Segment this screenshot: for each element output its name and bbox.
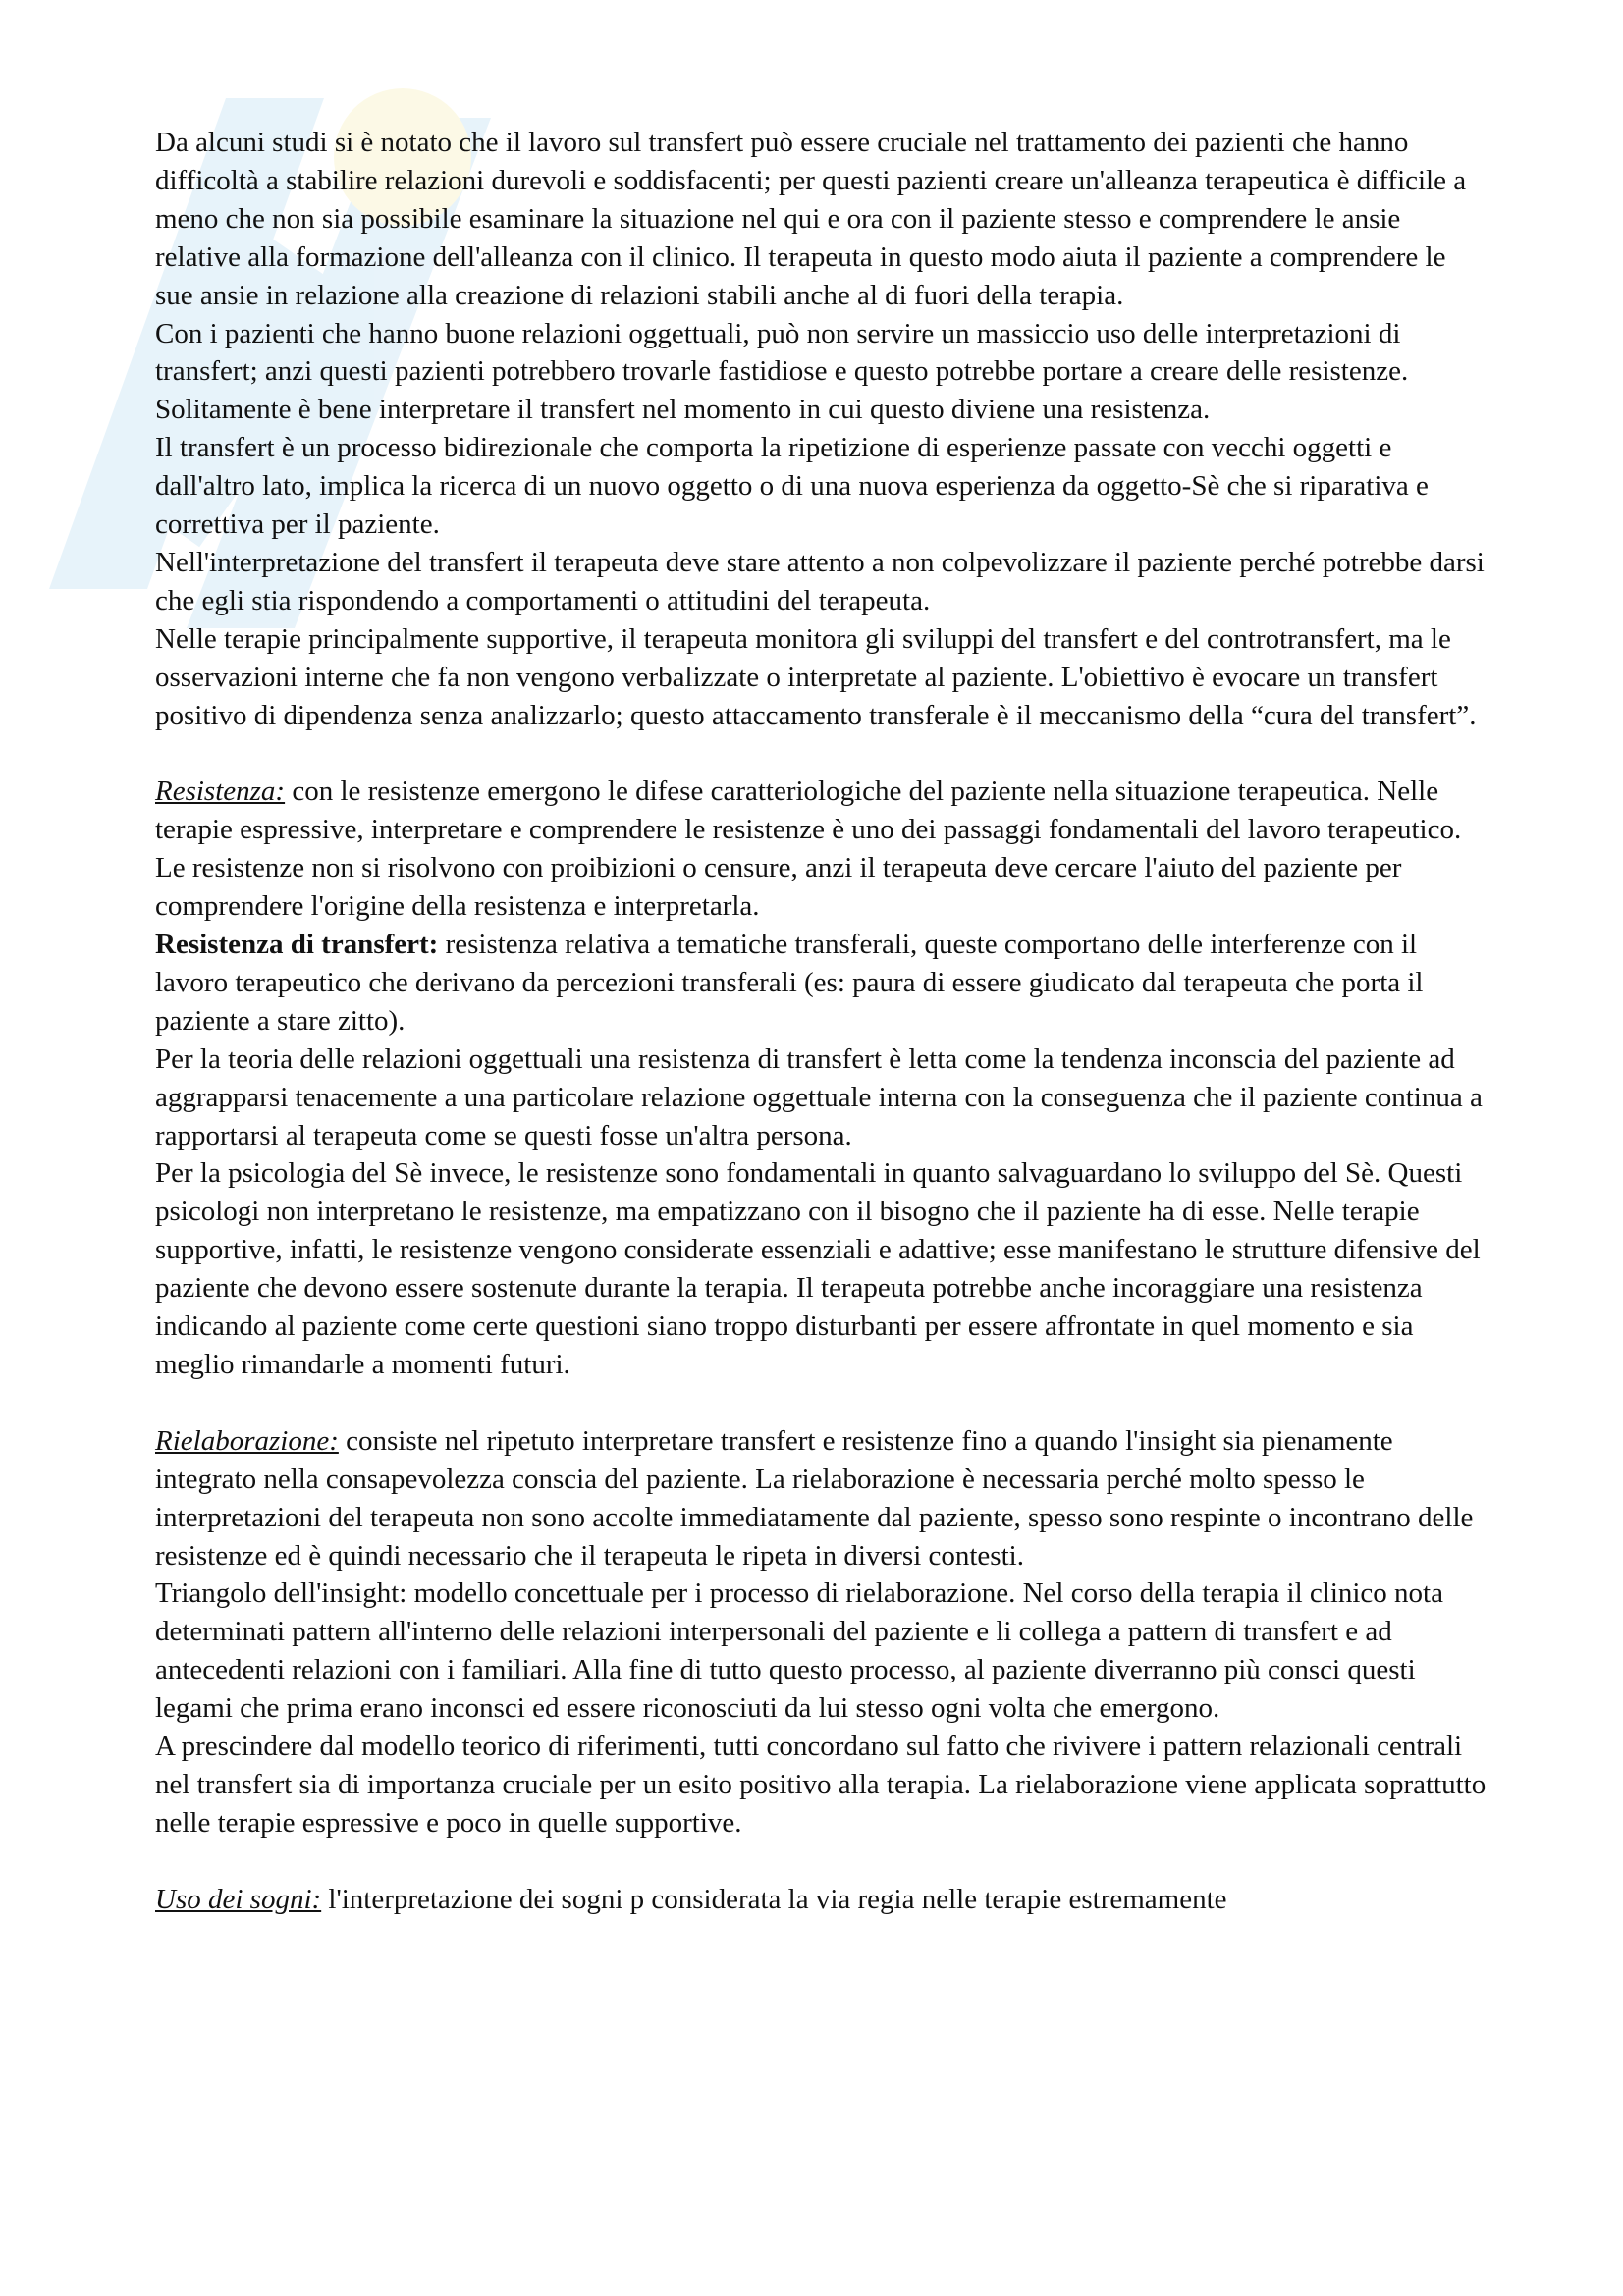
paragraph-11 — [155, 1575, 1490, 1728]
paragraph-uso-sogni — [155, 1881, 1490, 1919]
paragraph-3 — [155, 429, 1490, 544]
section-term-rielaborazione: Rielaborazione: — [155, 1424, 339, 1457]
paragraph-text: Il transfert è un processo bidirezionale che comporta la ripetizione di esperienze passate con vecchi oggetti e dall'altro lato, implica la ricerca di un nuovo oggetto o di una nuova esperienza da oggetto-Sè che si riparativa e correttiva per il paziente. — [155, 432, 1429, 541]
paragraph-text: Per la teoria delle relazioni oggettuali una resistenza di transfert è letta come la tendenza inconscia del paziente ad aggrapparsi tenacemente a una particolare relazione oggettuale interna con la conseguenza che il paziente continua a rapportarsi al terapeuta come se questi fosse un'altra persona. — [155, 1042, 1483, 1151]
paragraph-text: Da alcuni studi si è notato che il lavoro sul transfert può essere cruciale nel trattamento dei pazienti che hanno difficoltà a stabilire relazioni durevoli e soddisfacenti; per questi pazienti creare un'alleanza terapeutica è difficile a meno che non sia possibile esaminare la situazione nel qui e ora con il paziente stesso e comprendere le ansie relative alla formazione dell'alleanza con il clinico. Il terapeuta in questo modo aiuta il paziente a comprendere le sue ansie in relazione alla creazione di relazioni stabili anche al di fuori della terapia. — [155, 127, 1467, 311]
section-term-resistenza: Resistenza: — [155, 775, 286, 808]
paragraph-12 — [155, 1728, 1490, 1842]
paragraph-2 — [155, 315, 1490, 430]
paragraph-text: Per la psicologia del Sè invece, le resistenze sono fondamentali in quanto salvaguardano lo sviluppo del Sè. Questi psicologi non interpretano le resistenze, ma empatizzano con il bisogno che il paziente ha di esse. Nelle terapie supportive, infatti, le resistenze vengono considerate essenziali e adattive; esse manifestano le strutture difensive del paziente che devono essere sostenute durante la terapia. Il terapeuta potrebbe anche incoraggiare una resistenza indicando al paziente come certe questioni siano troppo disturbanti per essere affrontate in quel momento e sia meglio rimandarle a momenti futuri. — [155, 1157, 1481, 1380]
paragraph-text: Nelle terapie principalmente supportive, il terapeuta monitora gli sviluppi del transfert e del controtransfert, ma le osservazioni interne che fa non vengono verbalizzate o interpretate al paziente. L'obiettivo è evocare un transfert positivo di dipendenza senza analizzarlo; questo attaccamento transferale è il meccanismo della “cura del transfert”. — [155, 622, 1477, 731]
paragraph-text: consiste nel ripetuto interpretare transfert e resistenze fino a quando l'insight sia pienamente integrato nella consapevolezza conscia del paziente. La rielaborazione è necessaria perché molto spesso le interpretazioni del terapeuta non sono accolte immediatamente dal paziente, spesso sono respinte o incontrano delle resistenze ed è quindi necessario che il terapeuta le ripeta in diversi contesti. — [155, 1424, 1474, 1572]
paragraph-text: l'interpretazione dei sogni p considerata la via regia nelle terapie estremamente — [321, 1883, 1227, 1915]
paragraph-5 — [155, 620, 1490, 735]
section-term-uso-sogni: Uso dei sogni: — [155, 1883, 322, 1915]
paragraph-text: Triangolo dell'insight: modello concettuale per i processo di rielaborazione. Nel corso della terapia il clinico nota determinati pattern all'interno delle relazioni interpersonali del paziente e li collega a pattern di transfert e ad antecedenti relazioni con i familiari. Alla fine di tutto questo processo, al paziente diverranno più consci questi legami che prima erano inconsci ed essere riconosciuti da lui stesso ogni volta che emergono. — [155, 1577, 1443, 1725]
paragraph-resistenza-transfert — [155, 926, 1490, 1041]
paragraph-resistenza — [155, 773, 1490, 926]
paragraph-1 — [155, 124, 1490, 315]
paragraph-text: Con i pazienti che hanno buone relazioni oggettuali, può non servire un massiccio uso delle interpretazioni di transfert; anzi questi pazienti potrebbero trovarle fastidiose e questo potrebbe portare a creare delle resistenze. Solitamente è bene interpretare il transfert nel momento in cui questo diviene una resistenza. — [155, 317, 1409, 426]
paragraph-text: A prescindere dal modello teorico di riferimenti, tutti concordano sul fatto che rivivere i pattern relazionali centrali nel transfert sia di importanza cruciale per un esito positivo alla terapia. La rielaborazione viene applicata soprattutto nelle terapie espressive e poco in quelle supportive. — [155, 1731, 1487, 1839]
paragraph-text: con le resistenze emergono le difese caratteriologiche del paziente nella situazione terapeutica. Nelle terapie espressive, interpretare e comprendere le resistenze è uno dei passaggi fondamentali del lavoro terapeutico. Le resistenze non si risolvono con proibizioni o censure, anzi il terapeuta deve cercare l'aiuto del paziente per comprendere l'origine della resistenza e interpretarla. — [155, 775, 1462, 923]
paragraph-9 — [155, 1154, 1490, 1383]
document-page — [155, 124, 1490, 1919]
paragraph-text: resistenza relativa a tematiche transferali, queste comportano delle interferenze con il lavoro terapeutico che derivano da percezioni transferali (es: paura di essere giudicato dal terapeuta che porta il paziente a stare zitto). — [155, 929, 1424, 1037]
paragraph-rielaborazione — [155, 1422, 1490, 1575]
bold-term-resistenza-transfert: Resistenza di transfert: — [155, 929, 439, 961]
paragraph-text: Nell'interpretazione del transfert il terapeuta deve stare attento a non colpevolizzare il paziente perché potrebbe darsi che egli stia rispondendo a comportamenti o attitudini del terapeuta. — [155, 546, 1485, 616]
paragraph-4 — [155, 544, 1490, 620]
paragraph-8 — [155, 1041, 1490, 1155]
